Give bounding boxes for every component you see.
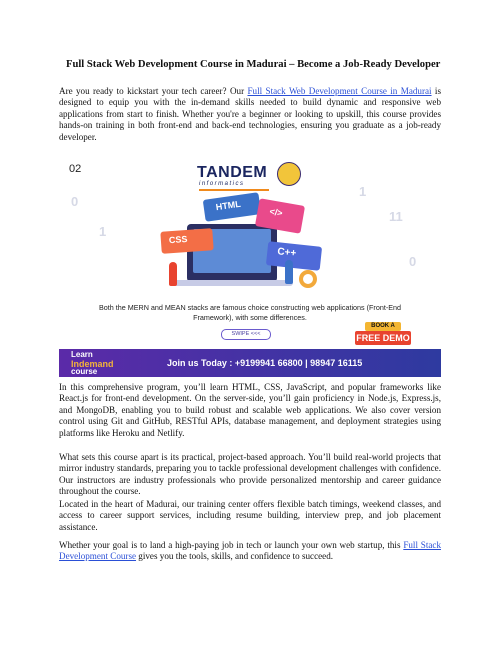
person-figure xyxy=(285,260,293,284)
owl-mascot-icon xyxy=(277,162,301,186)
program-paragraph: In this comprehensive program, you’ll learn HTML, CSS, JavaScript, and popular frameworks like React.js for front-end development. On the server-side, you’ll gain proficiency in Node.js, Express.js, and MongoDB, enabling you to build robust and scalable web applications. We also cover version control using Git and GitHub, RESTful APIs, database management, and deployment strategies using platforms like Heroku and Netlify. xyxy=(59,382,441,438)
learn-line-3: course xyxy=(71,367,98,376)
binary-digit: 1 xyxy=(99,224,107,239)
tandem-logo xyxy=(197,164,309,194)
contact-numbers: Join us Today : +9199941 66800 | 98947 16115 xyxy=(167,358,363,368)
web-dev-illustration xyxy=(149,194,339,296)
logo-wordmark: TANDEM xyxy=(197,164,268,181)
full-stack-course-link[interactable]: Full Stack Development Course xyxy=(59,540,441,562)
swipe-indicator: SWIPE <<< xyxy=(221,329,271,340)
code-tag-card: </> xyxy=(255,198,305,234)
learn-tagline xyxy=(71,351,141,377)
logo-underline xyxy=(199,189,269,191)
page-title: Full Stack Web Development Course in Madurai – Become a Job-Ready Developer xyxy=(66,59,441,70)
intro-text-before: Are you ready to kickstart your tech career? Our xyxy=(59,86,248,96)
promo-banner xyxy=(59,154,441,377)
binary-digit: 0 xyxy=(409,254,417,269)
binary-digit: 11 xyxy=(389,209,403,224)
contact-strip xyxy=(59,349,441,377)
free-demo-label: FREE DEMO xyxy=(356,333,410,343)
book-label: BOOK A xyxy=(365,322,401,331)
binary-digit: 0 xyxy=(71,194,79,209)
html-card: HTML xyxy=(203,192,262,222)
course-link[interactable]: Full Stack Web Development Course in Madurai xyxy=(247,86,432,96)
closing-text-before: Whether your goal is to land a high-paying job in tech or launch your own web startup, this xyxy=(59,540,404,550)
cpp-card: C++ xyxy=(266,241,322,271)
intro-text-after: is designed to equip you with the in-demand skills needed to build dynamic and responsive web applications from start to finish. Whether you're a beginner or looking to upskill, this course provides hands-on training in both front-end and back-end technologies, ensuring you graduate as a job-ready developer. xyxy=(59,86,441,142)
gear-icon xyxy=(299,270,317,288)
learn-line-1: Learn xyxy=(71,350,93,359)
binary-digit: 1 xyxy=(359,184,367,199)
banner-number: 02 xyxy=(69,163,82,175)
css-card: CSS xyxy=(160,228,213,254)
approach-paragraph: What sets this course apart is its practical, project-based approach. You’ll build real-world projects that mirror industry standards, preparing you to tackle professional development challenges with confidence. Our instructors are industry professionals who provide personalized mentorship and career guidance throughout the course. xyxy=(59,452,441,497)
person-figure xyxy=(169,262,177,286)
laptop-base xyxy=(173,280,293,286)
closing-text-after: gives you the tools, skills, and confidence to succeed. xyxy=(136,551,334,562)
location-paragraph: Located in the heart of Madurai, our training center offers flexible batch timings, weekend classes, and access to career support services, including resume building, interview prep, and job placement assistance. xyxy=(59,499,441,532)
banner-caption: Both the MERN and MEAN stacks are famous choice constructing web applications (Front-End Framework), with some differences. xyxy=(98,303,401,322)
logo-subtitle: informatics xyxy=(199,181,245,187)
closing-paragraph xyxy=(59,540,441,563)
free-demo-badge xyxy=(355,322,411,350)
intro-paragraph xyxy=(59,86,441,143)
learn-line-2: Indemand xyxy=(71,358,114,369)
